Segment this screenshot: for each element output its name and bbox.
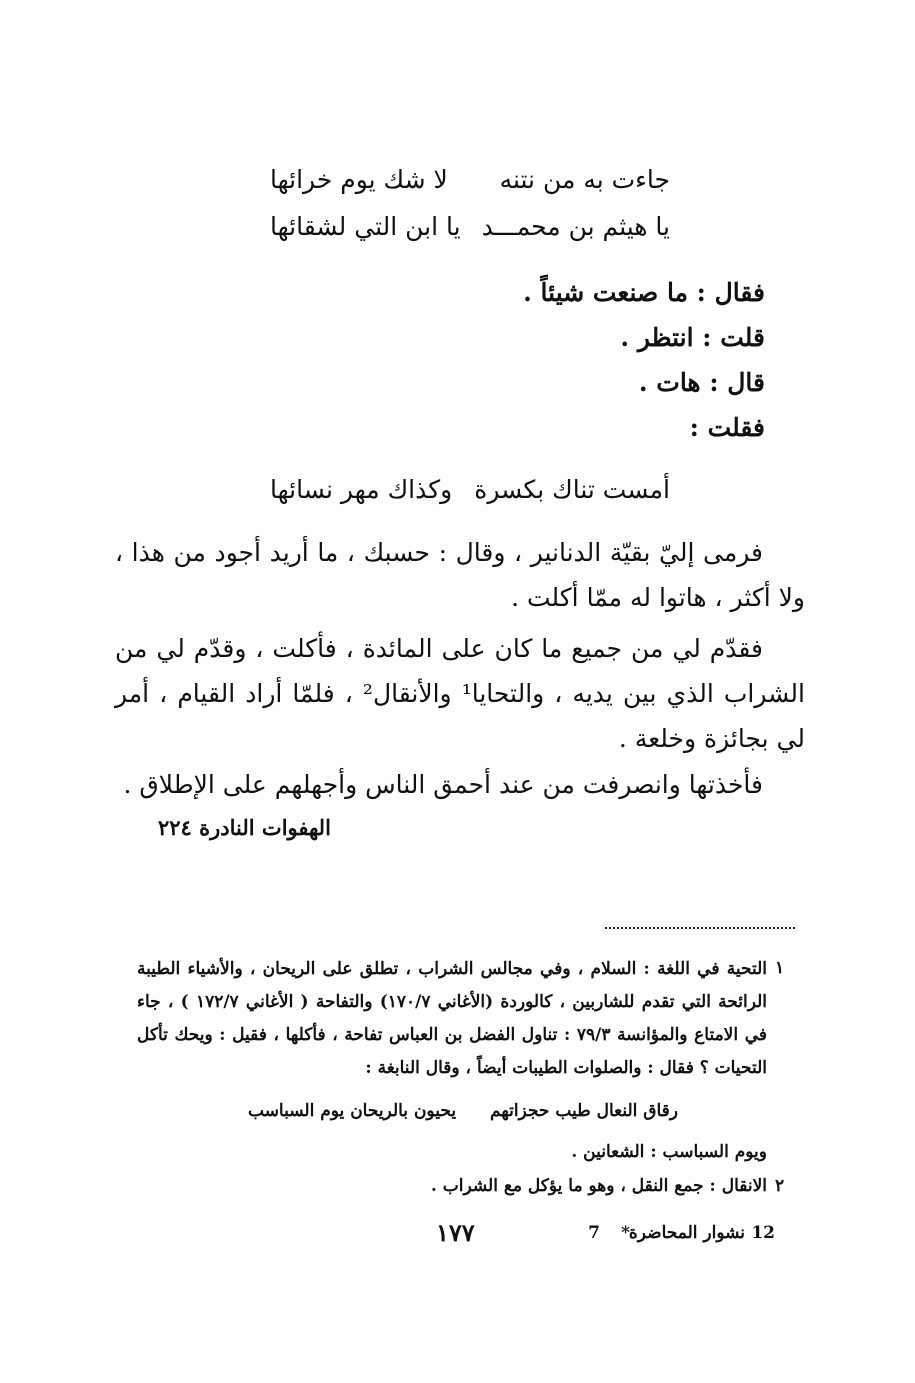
footnote-number: ١ bbox=[775, 958, 785, 978]
hemistich: يا هيثم بن محمـــد bbox=[481, 212, 670, 241]
page-number: ١٧٧ bbox=[436, 1218, 475, 1247]
paragraph-text: فأخذتها وانصرفت من عند أحمق الناس وأجهلهم على الإطلاق . bbox=[123, 770, 763, 799]
hemistich: يا ابن التي لشقائها bbox=[270, 212, 461, 241]
paragraph-text: فقدّم لي من جميع ما كان على المائدة ، فأكلت ، وقدّم لي من الشراب الذي بين يديه ، والتحايا¹ والأنقال² ، فلمّا أراد القيام ، أمر لي بجائزة وخلعة . bbox=[115, 634, 805, 753]
footnote-2: الانقال : جمع النقل ، وهو ما يؤكل مع الشراب . bbox=[430, 1176, 767, 1196]
hemistich: رقاق النعال طيب حجزاتهم bbox=[489, 1101, 678, 1121]
footnote-divider bbox=[605, 927, 795, 929]
hemistich: لا شك يوم خرائها bbox=[270, 165, 448, 194]
footer-star: * bbox=[621, 1223, 630, 1243]
poem2-line bbox=[270, 475, 670, 515]
paragraph bbox=[115, 530, 805, 620]
dialogue-line: قلت : انتظر . bbox=[620, 323, 765, 352]
footnote-1: التحية في اللغة : السلام ، وفي مجالس الشراب ، تطلق على الريحان ، والأشياء الطيبة الرائحة التي تقدم للشاربين ، كالوردة (الأغاني ١٧٠/٧) والتفاحة ( الأغاني ١٧٢/٧ ) ، جاء في الامتاع والمؤانسة ٧٩/٣ : تناول الفضل بن العباس تفاحة ، فأكلها ، فقيل : ويحك تأكل التحيات ؟ فقال : والصلوات الطيبات أيضاً ، وقال النابغة : bbox=[137, 959, 767, 1078]
paragraph-text: فرمى إليّ بقيّة الدنانير ، وقال : حسبك ، ما أريد أجود من هذا ، ولا أكثر ، هاتوا له ممّا أكلت . bbox=[115, 538, 805, 612]
hemistich: يحيون بالريحان يوم السباسب bbox=[248, 1101, 457, 1121]
dialogue-line: قال : هات . bbox=[638, 368, 765, 397]
paragraph bbox=[115, 762, 805, 807]
footer-volume: 12 bbox=[751, 1223, 775, 1243]
poem1-line2 bbox=[270, 212, 670, 252]
footnote-number: ٢ bbox=[775, 1176, 785, 1196]
hemistich: أمست تناك بكسرة bbox=[474, 475, 670, 504]
footnote-1-continuation: ويوم السباسب : الشعانين . bbox=[571, 1142, 767, 1162]
running-footer bbox=[560, 1223, 775, 1249]
hemistich: جاءت به من نتنه bbox=[499, 165, 670, 194]
dialogue-line: فقلت : bbox=[689, 413, 765, 442]
footer-part: 7 bbox=[588, 1223, 600, 1243]
dialogue-line: فقال : ما صنعت شيئاً . bbox=[523, 278, 765, 307]
hemistich: وكذاك مهر نسائها bbox=[270, 475, 453, 504]
paragraph bbox=[115, 626, 805, 761]
poem1-line1 bbox=[270, 165, 670, 205]
source-heading: الهفوات النادرة ٢٢٤ bbox=[158, 815, 331, 840]
footer-title: نشوار المحاضرة bbox=[628, 1223, 745, 1243]
footnote-verse bbox=[248, 1101, 678, 1131]
